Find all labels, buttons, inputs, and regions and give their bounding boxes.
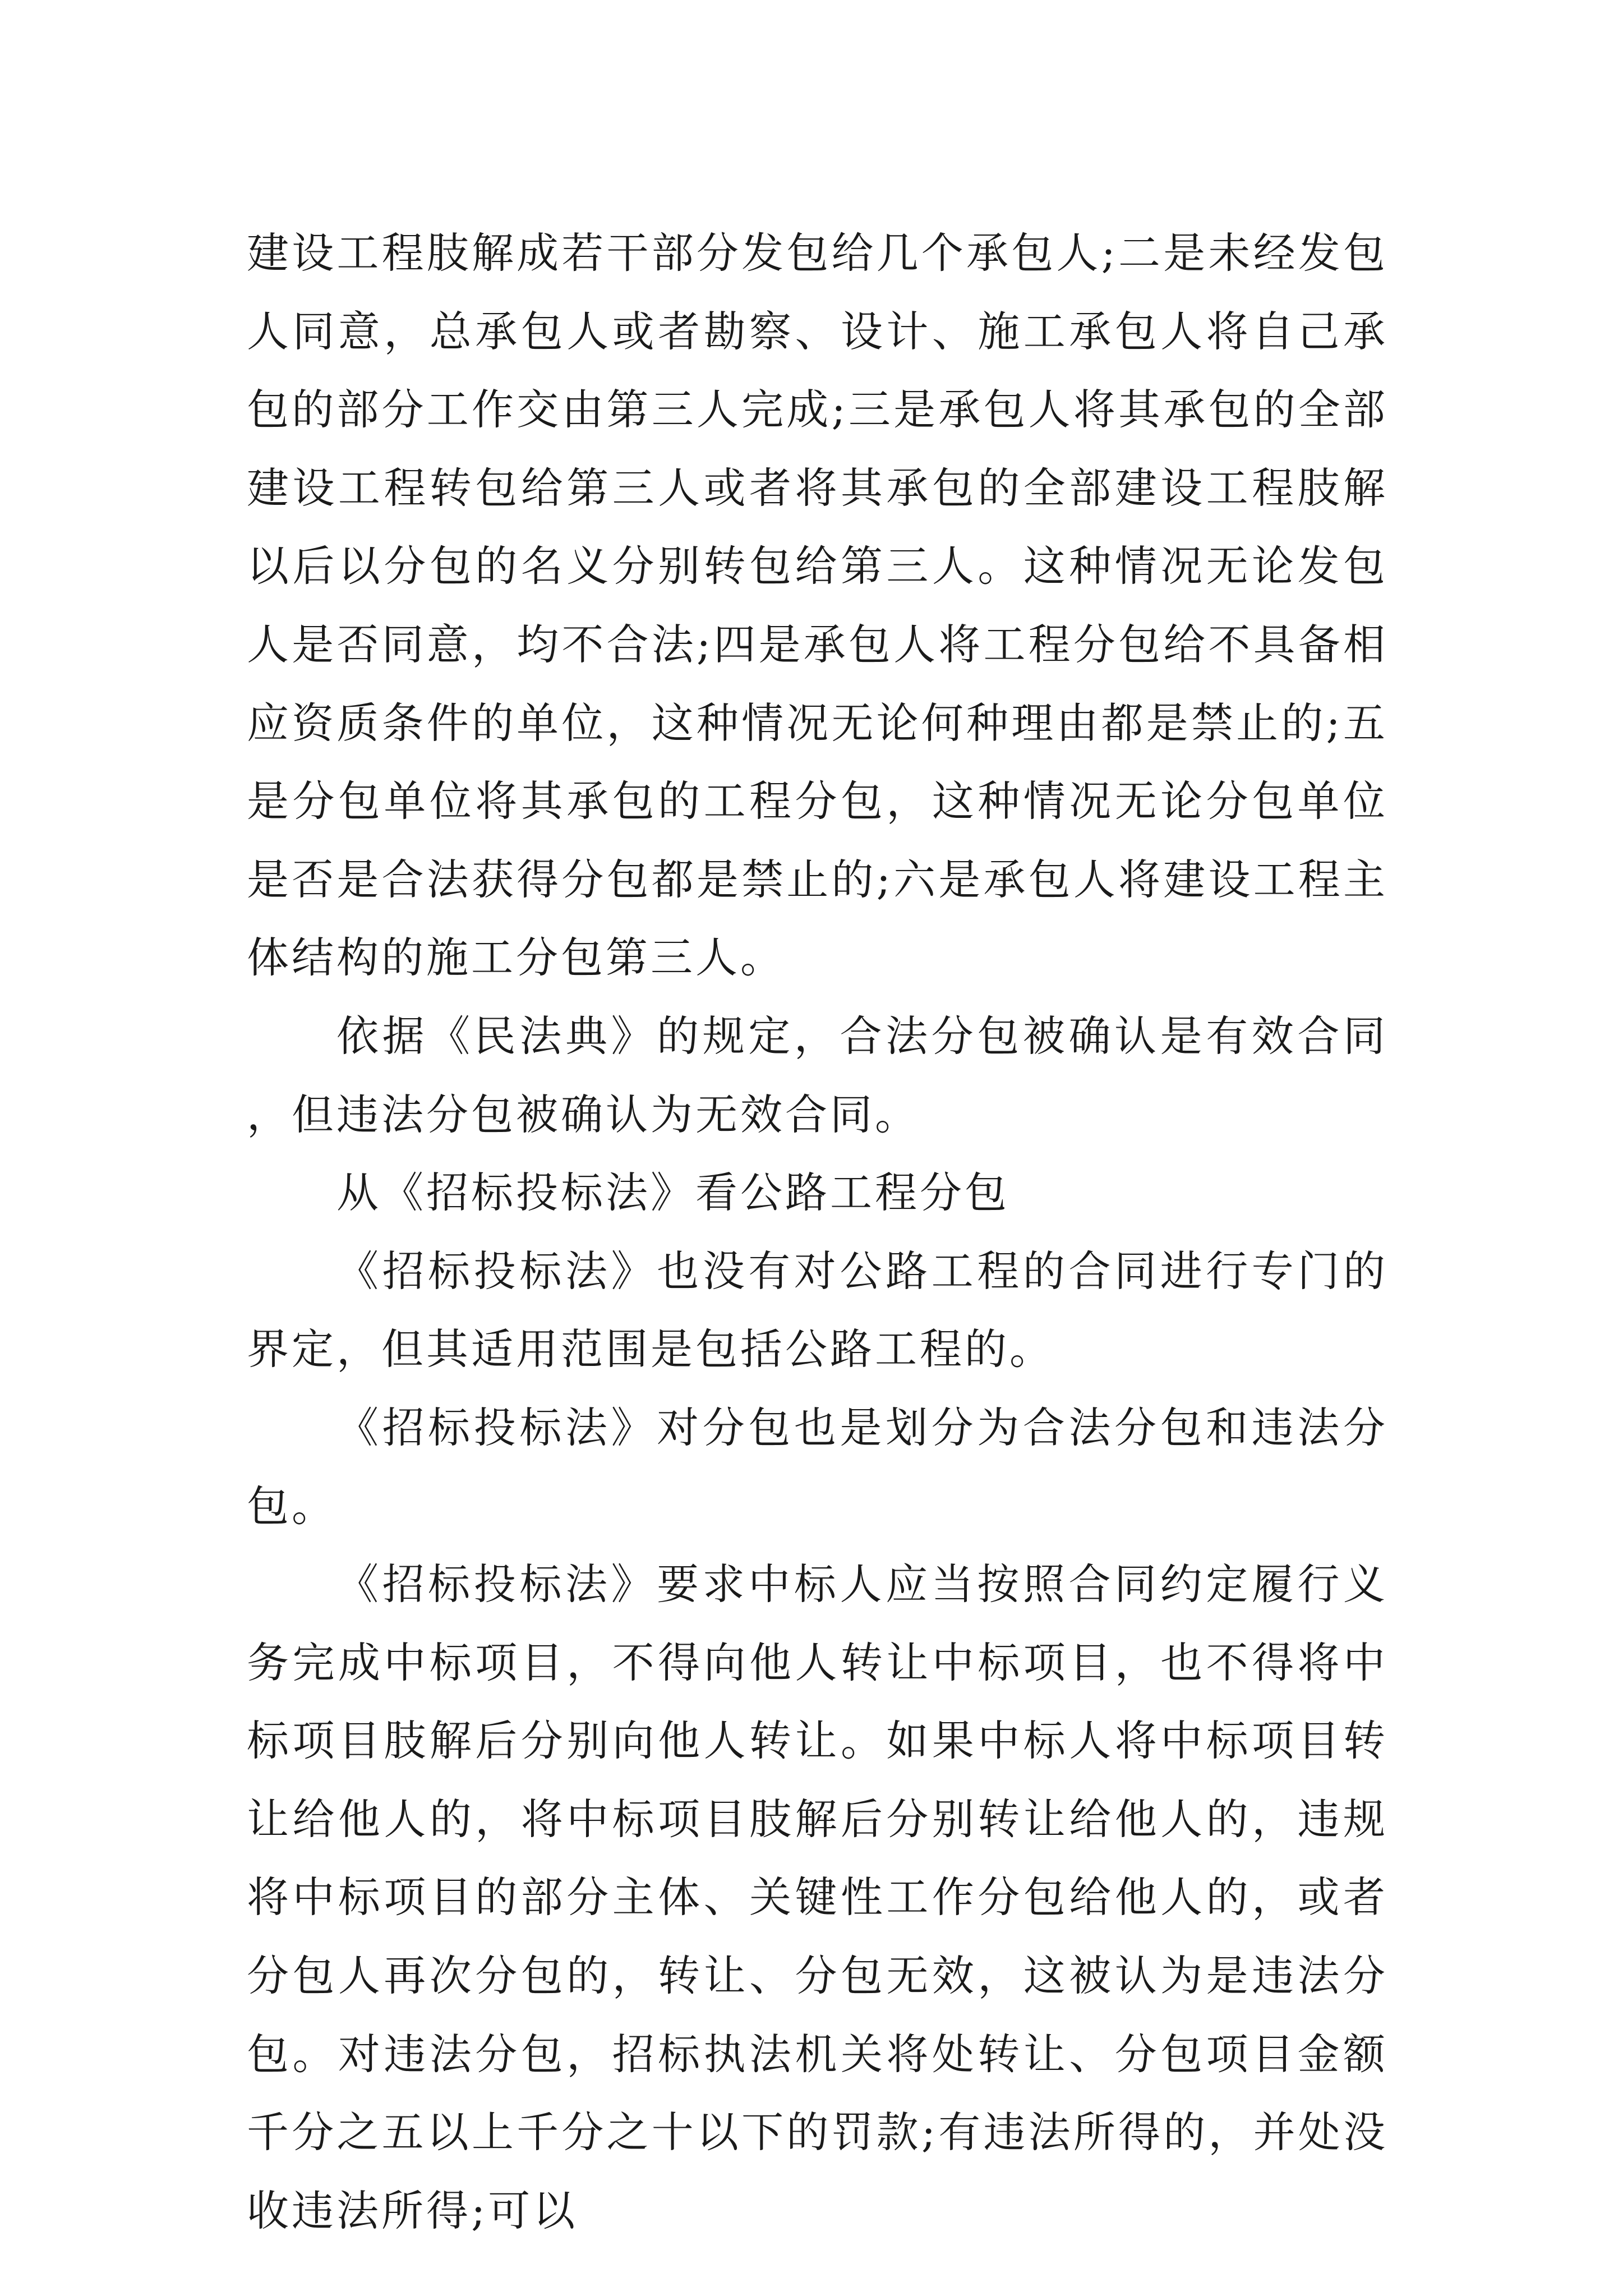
paragraph-classification: 《招标投标法》对分包也是划分为合法分包和违法分包。 (247, 1402, 1388, 1531)
paragraph-scope: 《招标投标法》也没有对公路工程的合同进行专门的界定，但其适用范围是包括公路工程的。 (247, 1246, 1388, 1374)
document-body (247, 214, 1388, 2250)
paragraph-civil-code: 依据《民法典》的规定，合法分包被确认是有效合同，但违法分包被确认为无效合同。 (247, 1011, 1388, 1139)
paragraph-bidding-requirements: 《招标投标法》要求中标人应当按照合同约定履行义务完成中标项目，不得向他人转让中标项目，也不得将中标项目肢解后分别向他人转让。如果中标人将中标项目转让给他人的，将中标项目肢解后分别转让给他人的，违规将中标项目的部分主体、关键性工作分包给他人的，或者分包人再次分包的，转让、分包无效，这被认为是违法分包。对违法分包，招标执法机关将处转让、分包项目金额千分之五以上千分之十以下的罚款;有违法所得的，并处没收违法所得;可以 (247, 1559, 1388, 2235)
paragraph-continuation: 建设工程肢解成若干部分发包给几个承包人;二是未经发包人同意，总承包人或者勘察、设计、施工承包人将自己承包的部分工作交由第三人完成;三是承包人将其承包的全部建设工程转包给第三人或者将其承包的全部建设工程肢解以后以分包的名义分别转包给第三人。这种情况无论发包人是否同意，均不合法;四是承包人将工程分包给不具备相应资质条件的单位，这种情况无论何种理由都是禁止的;五是分包单位将其承包的工程分包，这种情况无论分包单位是否是合法获得分包都是禁止的;六是承包人将建设工程主体结构的施工分包第三人。 (247, 228, 1388, 983)
section-heading: 从《招标投标法》看公路工程分包 (336, 1168, 1010, 1218)
